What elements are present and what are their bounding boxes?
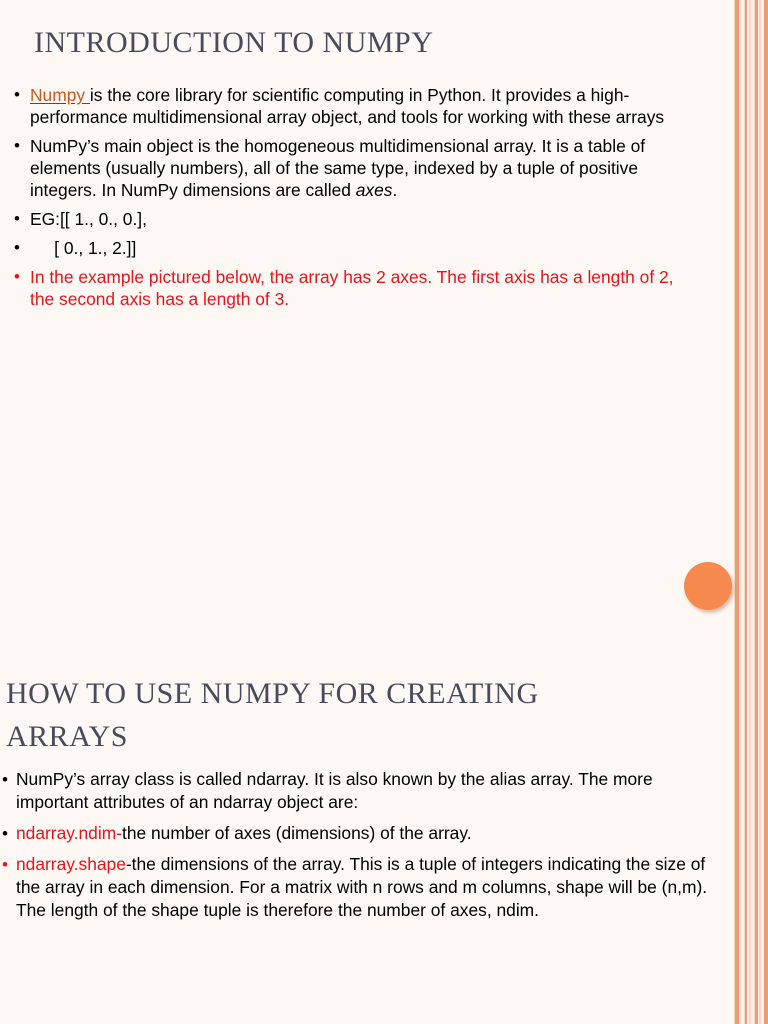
bullet-text: NumPy’s array class is called ndarray. It is also known by the alias array. The more important attributes of an ndarray object are: [16,769,653,812]
decorative-stripe-line [735,0,739,1024]
bullet-text: NumPy’s main object is the homogeneous multidimensional array. It is a table of elements (usually numbers), all of the same type, indexed by a tuple of positive integers. In NumPy dimensions are called [30,136,646,200]
bullet-item [30,84,700,128]
bullet-text: is the core library for scientific computing in Python. It provides a high-performance multidimensional array object, and tools for working with these arrays [30,85,665,127]
bullet-text-highlight: In the example pictured below, the array has 2 axes. The first axis has a length of 2, the second axis has a length of 3. [30,267,674,309]
bullet-item [30,135,700,201]
shape-term: ndarray.shape [16,854,126,874]
decorative-stripe-band [734,0,768,1024]
bullet-item [16,853,716,922]
array-example-line-2: [ 0., 1., 2.]] [30,238,137,258]
bullet-item [30,208,700,230]
slide-1-bullet-list [30,84,700,317]
ndim-term: ndarray.ndim- [16,823,122,843]
slide-2-title: HOW TO USE NUMPY FOR CREATING ARRAYS [6,677,539,753]
slide-1-title: INTRODUCTION TO NUMPY [34,26,434,59]
bullet-item [30,266,700,310]
axes-emphasis: axes [355,180,393,200]
bullet-item [16,822,716,845]
bullet-text: . [392,180,398,200]
decorative-circle [684,562,732,610]
bullet-text: the number of axes (dimensions) of the array. [122,823,472,843]
decorative-stripe-line [745,0,747,1024]
bullet-item [16,768,716,814]
numpy-link[interactable]: Numpy [30,85,90,105]
bullet-text: -the dimensions of the array. This is a tuple of integers indicating the size of the array in each dimension. For a matrix with n rows and m columns, shape will be (n,m). The length of the shape tuple is therefore the number of axes, ndim. [16,854,708,920]
bullet-item [30,237,700,259]
array-example-line-1: EG:[[ 1., 0., 0.], [30,209,147,229]
slide-2-bullet-list [16,768,716,930]
decorative-stripe-line [755,0,758,1024]
decorative-stripe-line [764,0,768,1024]
